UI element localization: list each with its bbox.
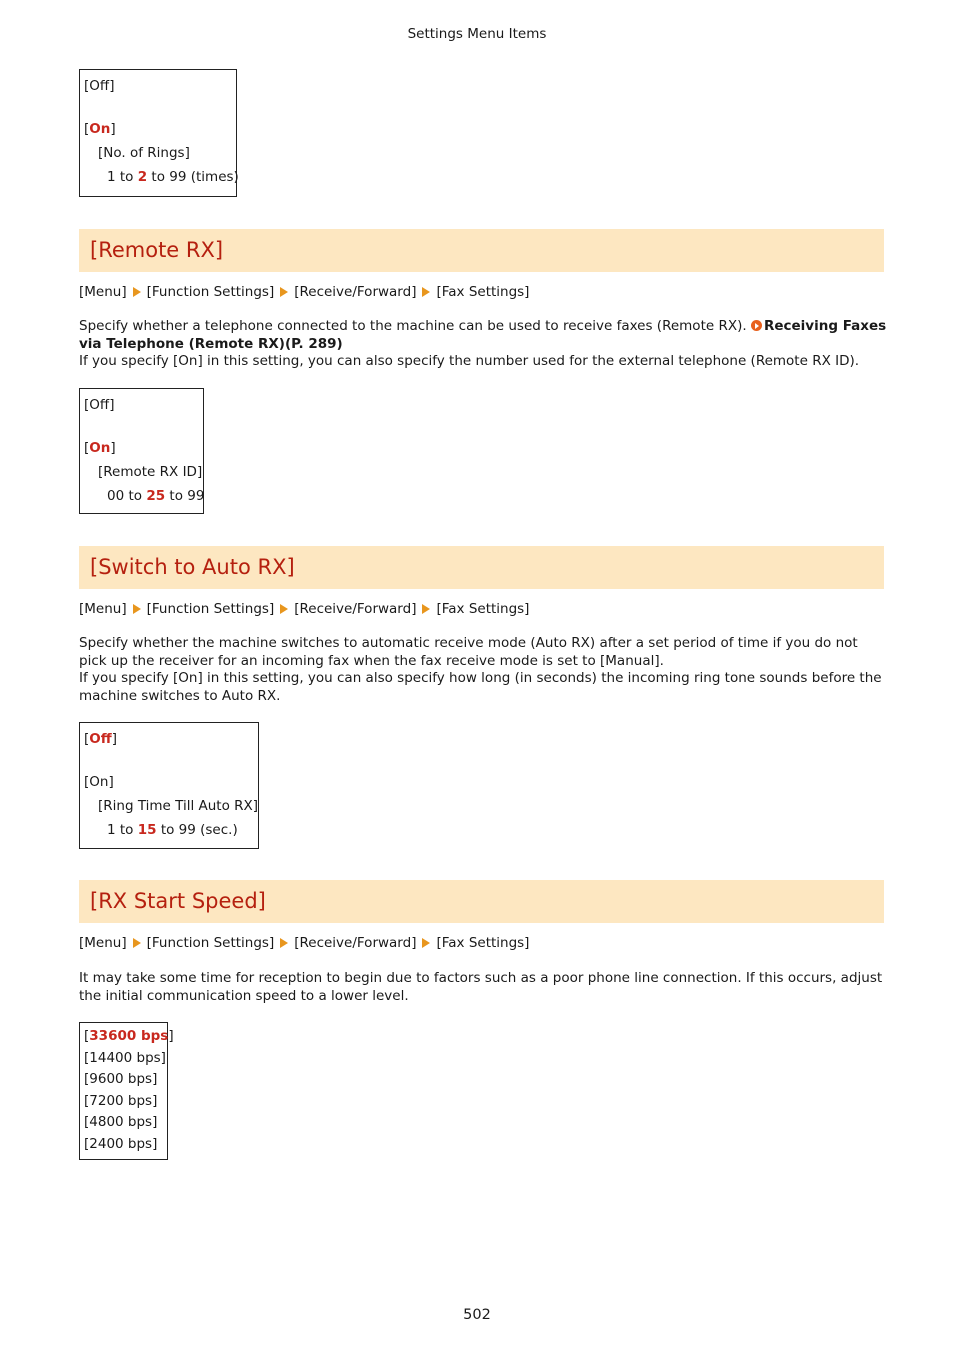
option: [7200 bps] [84,1092,158,1109]
default-value: 25 [146,488,166,504]
sub-setting: [Ring Time Till Auto RX] [98,798,259,814]
arrow-right-icon [280,938,288,948]
page-number: 502 [463,1307,491,1323]
option-on: [On] [84,440,116,456]
reference-link[interactable]: Receiving Faxes via Telephone (Remote RX)(P. 289) [79,318,887,352]
arrow-right-icon [280,604,288,614]
default-value: Off [89,731,112,747]
breadcrumb: [Menu] [Function Settings] [Receive/Forward] [Fax Settings] [79,601,530,617]
arrow-right-icon [422,287,430,297]
section-description: Specify whether the machine switches to automatic receive mode (Auto RX) after a set period of time if you do not pick up the receiver for an incoming fax when the fax receive mode is set to [Manual]. If you specify [On] in this setting, you can also specify how long (in seconds) the incoming ring tone sounds before the machine switches to Auto RX. [79,635,882,704]
option: [9600 bps] [84,1071,158,1088]
option-on: [On] [84,121,116,137]
default-value: On [89,440,111,456]
option-off: [Off] [84,397,115,413]
default-value: 33600 bps [89,1028,169,1044]
page-header: Settings Menu Items [407,26,547,42]
section-heading-remote-rx: [Remote RX] [79,229,884,272]
breadcrumb: [Menu] [Function Settings] [Receive/Forward] [Fax Settings] [79,284,530,300]
arrow-right-icon [133,938,141,948]
option: [14400 bps] [84,1049,166,1066]
sub-setting: [Remote RX ID] [98,464,203,480]
link-arrow-icon [751,320,762,331]
range-value: 00 to 25 to 99 [107,488,205,504]
default-value: 15 [137,822,157,838]
setting-options-box [79,69,237,197]
arrow-right-icon [133,287,141,297]
section-heading-switch-to-auto-rx: [Switch to Auto RX] [79,546,884,589]
setting-options-box [79,1022,174,1160]
section-description: It may take some time for reception to begin due to factors such as a poor phone line connection. If this occurs, adjust the initial communication speed to a lower level. [79,970,883,1004]
range-value: 1 to 15 to 99 (sec.) [107,822,238,838]
setting-options-box [79,388,204,514]
option: [2400 bps] [84,1135,158,1152]
option-off: [Off] [84,731,117,747]
setting-options-box [79,722,259,849]
section-description: Specify whether a telephone connected to the machine can be used to receive faxes (Remote RX). Receiving Faxes via Telephone (Remote RX)(P. 289) If you specify [On] in this setting, you can also specify the number used for the external telephone (Remote RX ID). [79,318,887,369]
breadcrumb: [Menu] [Function Settings] [Receive/Forward] [Fax Settings] [79,935,530,951]
default-value: On [89,121,111,137]
range-value: 1 to 2 to 99 (times) [107,169,239,185]
option: [4800 bps] [84,1114,158,1131]
option-default: [33600 bps] [84,1028,174,1044]
arrow-right-icon [133,604,141,614]
arrow-right-icon [280,287,288,297]
arrow-right-icon [422,938,430,948]
sub-setting: [No. of Rings] [98,145,190,161]
default-value: 2 [137,169,148,185]
section-heading-rx-start-speed: [RX Start Speed] [79,880,884,923]
option-off: [Off] [84,78,115,94]
arrow-right-icon [422,604,430,614]
option-on: [On] [84,774,114,790]
